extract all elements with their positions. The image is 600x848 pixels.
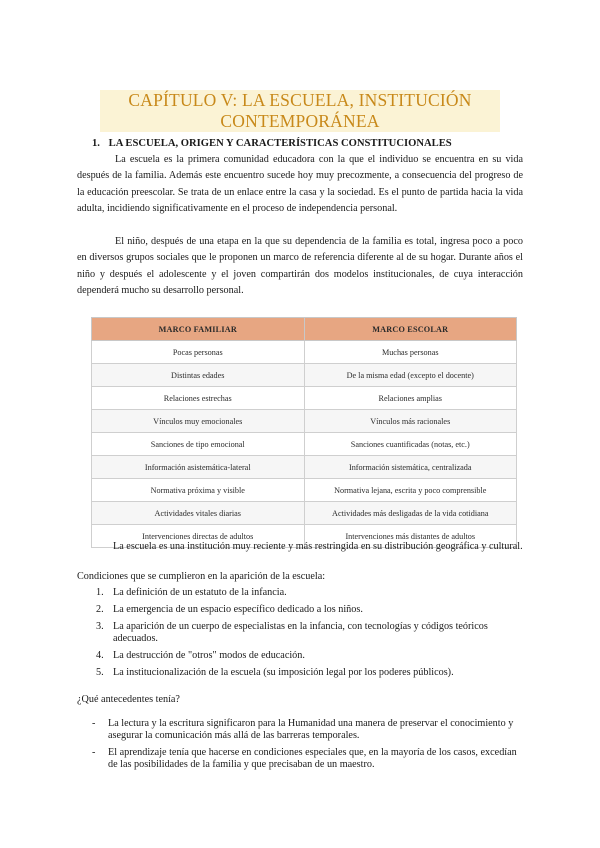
list-item: [77, 747, 527, 772]
table-row: [92, 341, 517, 364]
table-cell: Información sistemática, centralizada: [304, 456, 517, 479]
table-row: [92, 502, 517, 525]
table-cell: De la misma edad (excepto el docente): [304, 364, 517, 387]
chapter-title-line-1: CAPÍTULO V: LA ESCUELA, INSTITUCIÓN: [128, 90, 472, 110]
table-cell: Normativa lejana, escrita y poco comprensible: [304, 479, 517, 502]
list-item-text: La emergencia de un espacio específico dedicado a los niños.: [113, 603, 363, 615]
comparison-table: [91, 317, 517, 548]
table-row: [92, 364, 517, 387]
section-heading: [92, 137, 532, 151]
table-cell: Vínculos muy emocionales: [92, 410, 305, 433]
list-item: [77, 587, 527, 600]
chapter-title: [100, 90, 500, 132]
table-cell: Normativa próxima y visible: [92, 479, 305, 502]
list-item: [77, 650, 527, 663]
table-cell: Intervenciones directas de adultos: [92, 525, 305, 548]
list-item-number: 4.: [96, 649, 104, 661]
section-heading-text: LA ESCUELA, ORIGEN Y CARACTERÍSTICAS CONSTITUCIONALES: [108, 138, 452, 149]
table-cell: Intervenciones más distantes de adultos: [304, 525, 517, 548]
table-cell: Relaciones amplias: [304, 387, 517, 410]
antecedents-question: ¿Qué antecedentes tenía?: [77, 694, 180, 705]
list-item-text: La destrucción de "otros" modos de educación.: [113, 649, 305, 661]
conditions-list: [77, 587, 527, 683]
table-cell: Información asistemática-lateral: [92, 456, 305, 479]
table-row: [92, 410, 517, 433]
list-item-number: 1.: [96, 587, 104, 598]
table-cell: Pocas personas: [92, 341, 305, 364]
section-number: 1.: [92, 138, 100, 149]
list-item-number: 3.: [96, 620, 104, 632]
paragraph-2: El niño, después de una etapa en la que su dependencia de la familia es total, ingresa poco a poco en diversos grupos sociales que le proponen un marco de referencia diferente al de su hogar. Durante años el niño y después el adolescente y el joven compartirán dos modelos institucionales, de cuya interacción dependerá mucho su desarrollo personal.: [77, 236, 523, 297]
list-item-text: El aprendizaje tenía que hacerse en condiciones especiales que, en la mayoría de los casos, excedían de las posibilidades de la familia y que precisaban de un maestro.: [108, 746, 517, 770]
paragraph-3: La escuela es una institución muy reciente y más restringida en su distribución geográfica y cultural.: [113, 541, 523, 552]
chapter-title-line-2: CONTEMPORÁNEA: [220, 111, 380, 131]
table-cell: Actividades más desligadas de la vida cotidiana: [304, 502, 517, 525]
table-header-row: [92, 318, 517, 341]
list-item: [77, 604, 527, 617]
list-item-text: La lectura y la escritura significaron para la Humanidad una manera de preservar el conocimiento y asegurar la comunicación más allá de las barreras temporales.: [108, 718, 514, 742]
table-cell: Vínculos más racionales: [304, 410, 517, 433]
table-row: [92, 387, 517, 410]
table-cell: Actividades vitales diarias: [92, 502, 305, 525]
list-item-text: La aparición de un cuerpo de especialistas en la infancia, con tecnologías y códigos teóricos adecuados.: [113, 620, 488, 645]
table-row: [92, 479, 517, 502]
list-item: [77, 718, 527, 743]
paragraph-1: La escuela es la primera comunidad educadora con la que el individuo se encuentra en su vida después de la familia. Además este encuentro sucede hoy muy precozmente, a consecuencia del progreso de la educación preescolar. Se trata de un enlace entre la casa y la sociedad. Es el punto de partida hacia la vida adulta, incidiendo significativamente en el proceso de independencia personal.: [77, 154, 523, 215]
dash-bullet: -: [92, 746, 96, 758]
table-row: [92, 433, 517, 456]
conditions-intro: Condiciones que se cumplieron en la aparición de la escuela:: [77, 571, 326, 582]
table-cell: Sanciones de tipo emocional: [92, 433, 305, 456]
antecedents-list: [77, 718, 527, 775]
column-header-school: MARCO ESCOLAR: [304, 318, 517, 341]
table-cell: Relaciones estrechas: [92, 387, 305, 410]
table-cell: Distintas edades: [92, 364, 305, 387]
table-row: [92, 456, 517, 479]
table-cell: Sanciones cuantificadas (notas, etc.): [304, 433, 517, 456]
list-item: [77, 621, 527, 646]
list-item-text: La definición de un estatuto de la infancia.: [113, 587, 287, 598]
table-cell: Muchas personas: [304, 341, 517, 364]
dash-bullet: -: [92, 718, 96, 729]
list-item-text: La institucionalización de la escuela (su imposición legal por los poderes públicos).: [113, 666, 454, 678]
list-item: [77, 667, 527, 680]
column-header-family: MARCO FAMILIAR: [92, 318, 305, 341]
list-item-number: 5.: [96, 666, 104, 678]
list-item-number: 2.: [96, 603, 104, 615]
